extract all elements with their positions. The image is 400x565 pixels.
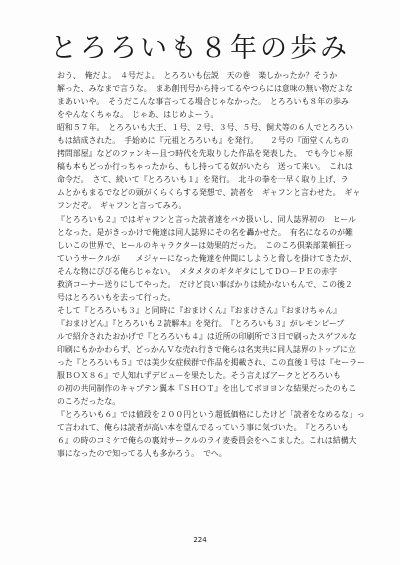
text-line: そんな物にびびる俺らじゃない。 メタメタのギタギタにしてＤＯ－ＰＥの赤字 (57, 266, 337, 276)
paragraph-founding (57, 121, 373, 212)
text-line: しいこの世界で、ヒールのキャラクターは効果的だった。 このころ倶楽部業頓狂っ (57, 240, 353, 250)
text-line: をやんなくちゃな。 じゃあ、はじめよーう。 (57, 110, 219, 120)
text-line: もは結成された。 手始めに『元祖とろろいも』を発行。 ２号の『面堂くんちの (57, 136, 349, 146)
text-line: った『とろろいも５』では美少女症候群で作品を掲載され、この直後１号は『セーラー (57, 358, 365, 368)
text-line: 『おまけどん』『とろろいも２読解本』を発行。 『とろろいも３』がレモンピープ (57, 318, 345, 328)
text-line: 救済コーナー送りにしてやった。 だけど良い事ばかりは続かないもんで、この後２ (57, 279, 353, 289)
text-line: 『とろろいも２』ではギャフンと言った読者達をバカ扱いし、同人誌界初の ヒール (57, 214, 357, 224)
text-line: ていうサークルが メジャーになった俺達を仲間にしようと脅しを掛けてきたが、 (57, 253, 357, 263)
paragraph-intro (57, 69, 373, 121)
page-number: 224 (193, 536, 207, 544)
text-line: ６』の時のコミケで俺らの裏対サークルのライ麦委員会をへこました。これは結構大 (57, 436, 357, 446)
text-line: となった。是がきっかけで俺達は同人誌界にその名を轟かせた。 有名になるのが難 (57, 227, 353, 237)
text-line: まあいいや。 そうだこんな事言ってる場合じゃなかった。 とろろいも８年の歩み (57, 97, 349, 107)
text-line: ルで紹介されたおかげで『とろろいも４』は近所の印刷所で３日で刷ったスゲフルな (57, 331, 357, 341)
text-line: そして『とろろいも３』と同時に『おまけくん』『おまけさん』『おまけちゃん』 (57, 305, 342, 315)
text-line: 事になったので知ってる人も多かろう。 でへ。 (57, 449, 227, 459)
paragraph-volume-2 (57, 213, 373, 304)
text-line: のころだったな。 (57, 397, 121, 407)
text-line: 命令だ。 さて、続いて『とろろいも１』を発行。 北斗の拳を一早く取り上げ、ラ (57, 175, 349, 185)
text-line: 『とろろいも６』では値段を２００円という超低価格にしたけど「読者をなめるな」っ (57, 410, 365, 420)
page-title: とろろいも８年の歩み (50, 33, 350, 65)
text-line: 印刷にもかかわらず、どっかんＶな売れ行きで俺らは名実共に同人誌界のトップに立 (57, 344, 356, 354)
body-text (57, 69, 373, 460)
text-line: おう、 俺だよ。 ４号だよ。 とろろいも伝説 天の巻 楽しかったか？そうか (57, 71, 338, 80)
text-line: 解った、みなまで言うな。 まあ創刊号から持ってるやつらには意味の無い物だよな (57, 84, 353, 94)
paragraph-volume-3-5 (57, 304, 373, 408)
text-line: 号はとろろいもを去って行った。 (57, 292, 176, 302)
text-line: 昭和５７年。 とろろいも大王、１号、２号、３号、５号、飼犬等の６人でとろろい (57, 123, 353, 133)
text-line: て言われて、俺らは読者が高い本を望んでるっていう事に気づいた。 『とろろいも (57, 423, 349, 433)
text-line: 服ＢＯＸ８６』で人知れずデビューを果たした。そう言えばアークとどろろいも (57, 371, 341, 381)
text-line: ムとかもまるでなどの頭がくらくらする発想で、読者を ギャフンと言わせた。 ギャ (57, 188, 361, 198)
text-line: 拷問部屋』などのファンキー且つ時代を先取りした作品を発表した。 でも今じゃ原 (57, 149, 353, 159)
text-line: の初の共同制作のキャプテン翼本『ＳＨＯＴ』を出してボヨヨンな結果だったのもこ (57, 384, 357, 394)
text-line: フンだぞ。 ギャフンと言ってみろ。 (57, 201, 187, 211)
text-line: 稿も本もどっか行っちゃったから、もし持ってる奴がいたら 送って来い。 これは (57, 162, 353, 172)
paragraph-volume-6 (57, 408, 373, 460)
